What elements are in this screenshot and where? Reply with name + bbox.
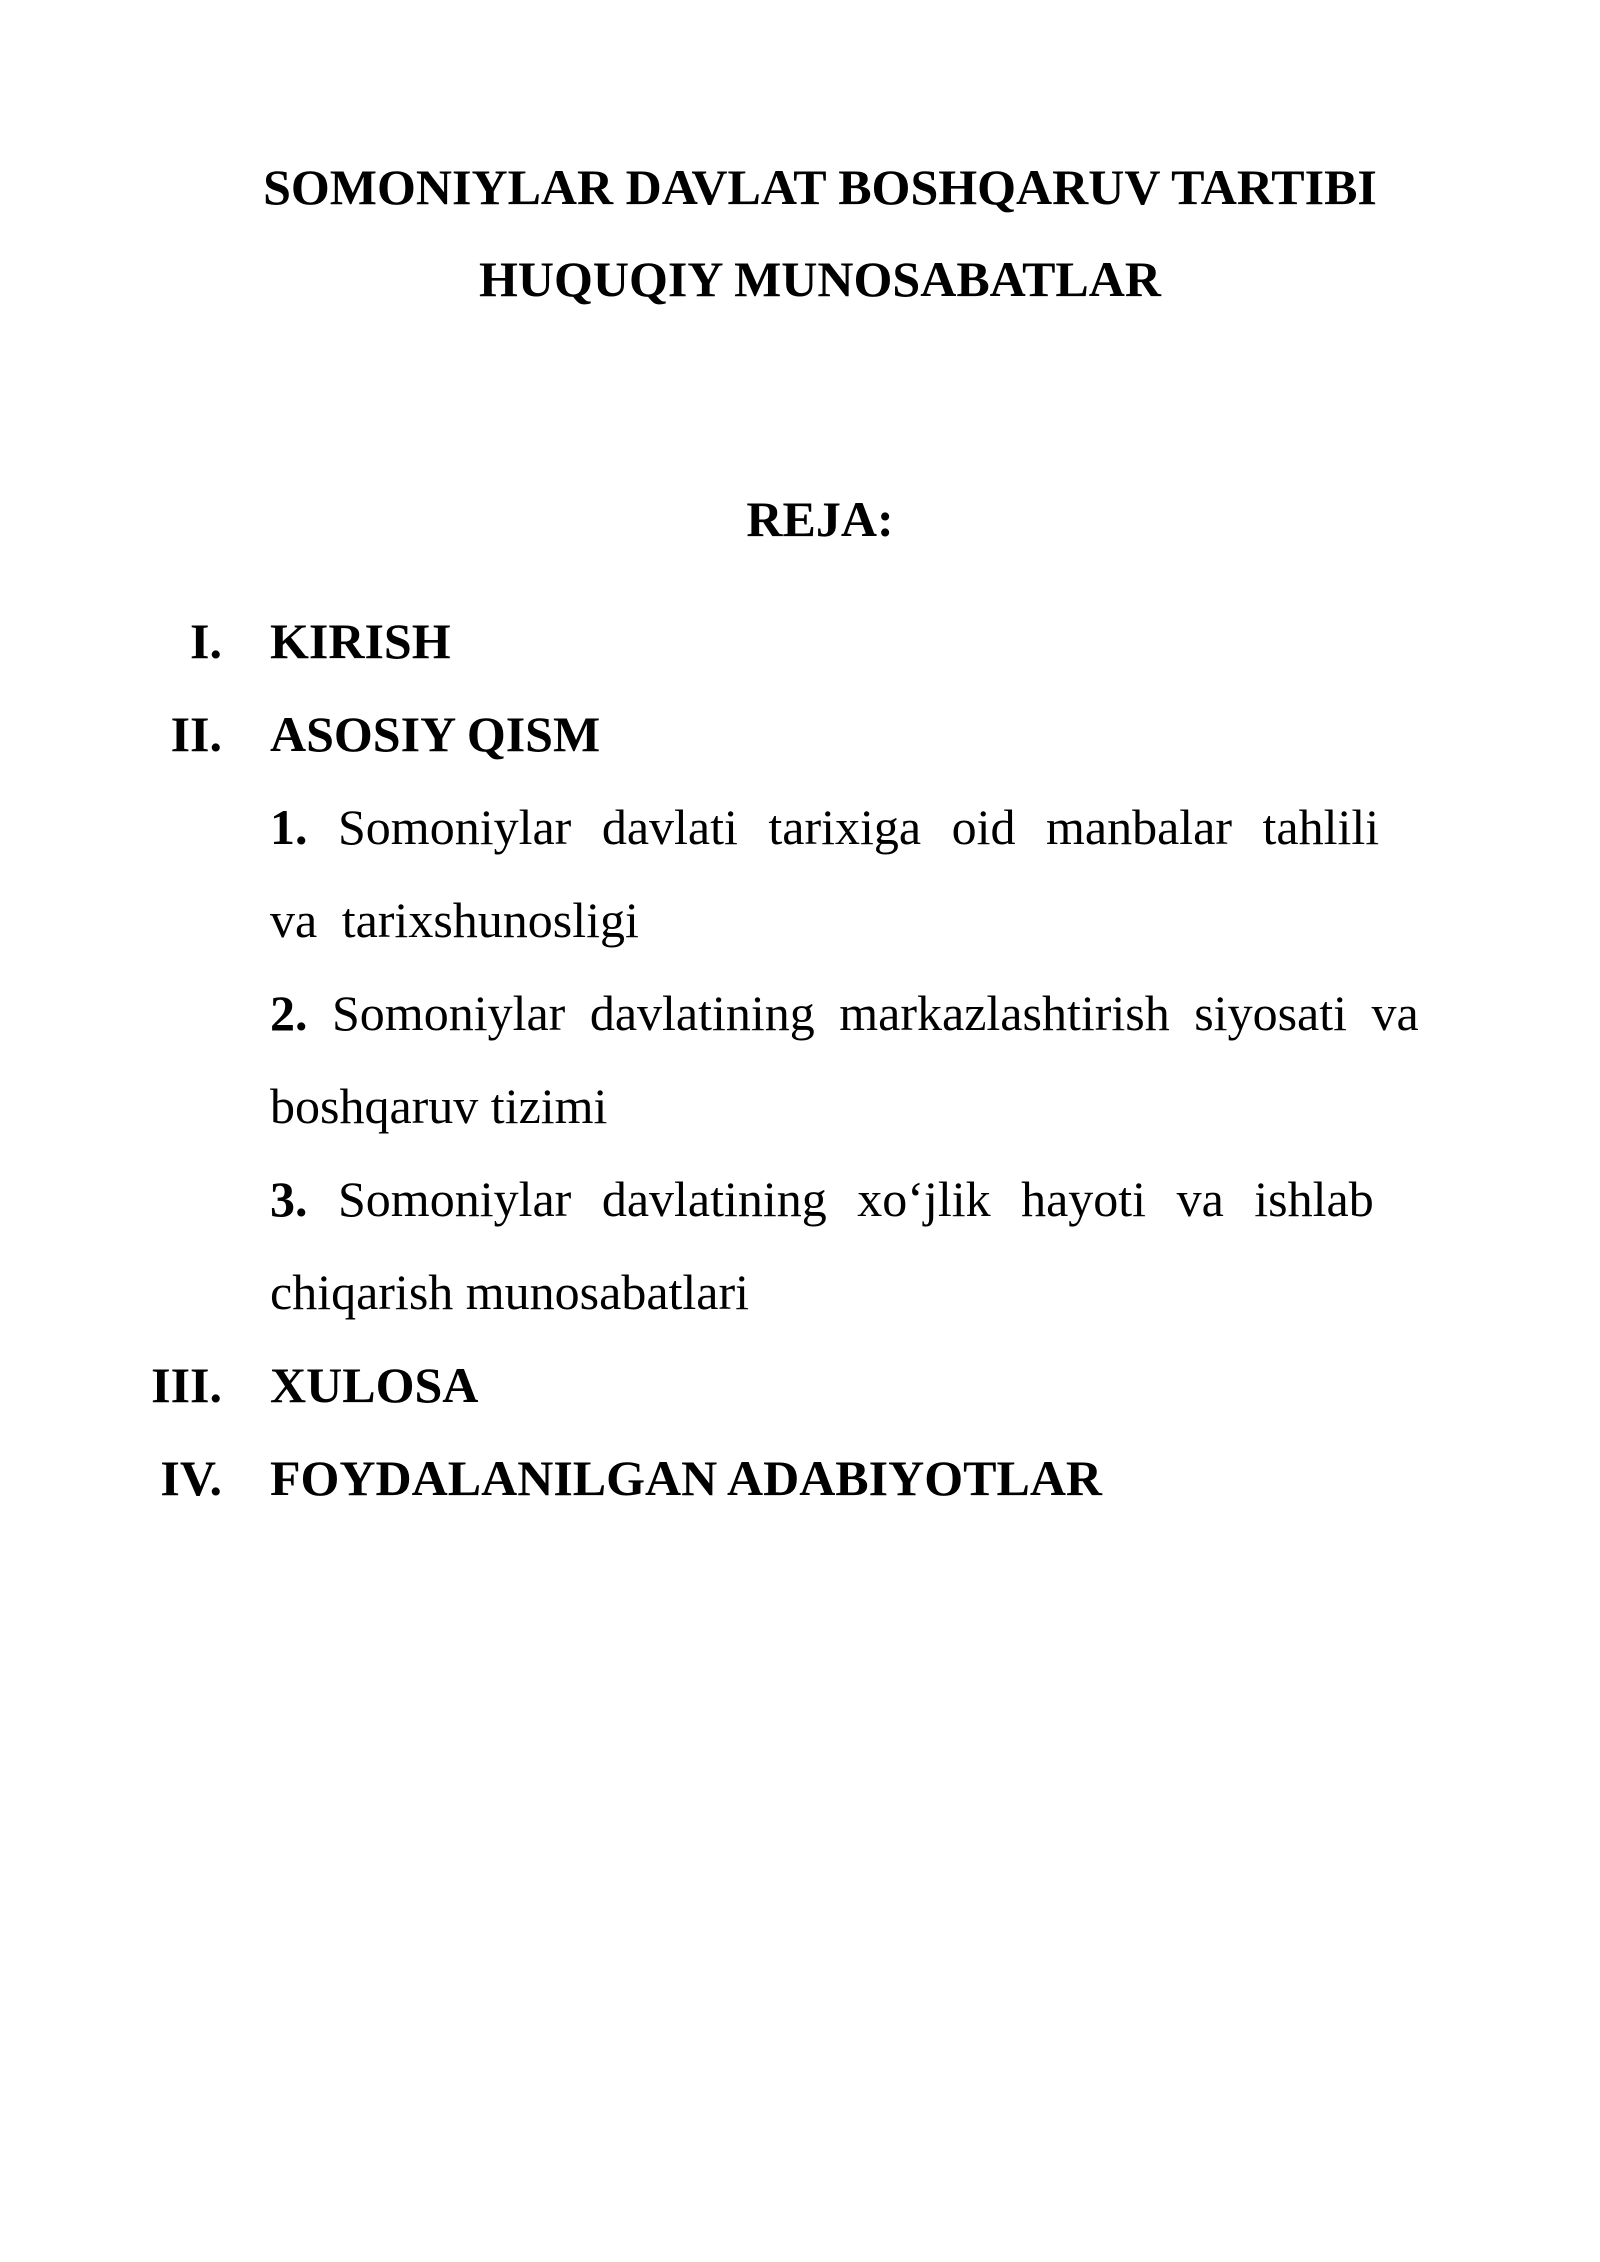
subsection-3-line-1: [270, 1169, 1374, 1229]
subsection-1-line-1: [270, 797, 1379, 857]
section-numeral: I.: [190, 613, 222, 669]
subsection-number: 1.: [270, 799, 308, 855]
document-title-line-1: SOMONIYLAR DAVLAT BOSHQARUV TARTIBI: [263, 159, 1377, 215]
document-title-line-2: HUQUQIY MUNOSABATLAR: [479, 251, 1161, 307]
subsection-number: 3.: [270, 1171, 308, 1227]
subsection-text: Somoniylar davlati tarixiga oid manbalar tahlili: [307, 799, 1380, 855]
subsection-number: 2.: [270, 985, 308, 1041]
subsection-text: Somoniylar davlatining xo‘jlik hayoti va ishlab: [307, 1171, 1374, 1227]
section-heading-adabiyotlar: FOYDALANILGAN ADABIYOTLAR: [270, 1450, 1103, 1506]
section-heading-kirish: KIRISH: [270, 613, 451, 669]
section-heading-asosiy-qism: ASOSIY QISM: [270, 706, 601, 762]
subsection-2-line-1: [270, 983, 1419, 1043]
section-numeral: III.: [151, 1357, 222, 1413]
subsection-1-line-2: va tarixshunosligi: [270, 892, 639, 948]
section-heading-xulosa: XULOSA: [270, 1357, 479, 1413]
subsection-text: Somoniylar davlatining markazlashtirish siyosati va: [307, 985, 1419, 1041]
subsection-2-line-2: boshqaruv tizimi: [270, 1078, 608, 1134]
section-numeral: II.: [170, 706, 222, 762]
subsection-3-line-2: chiqarish munosabatlari: [270, 1264, 750, 1320]
plan-heading: REJA:: [746, 491, 894, 547]
section-numeral: IV.: [160, 1450, 222, 1506]
